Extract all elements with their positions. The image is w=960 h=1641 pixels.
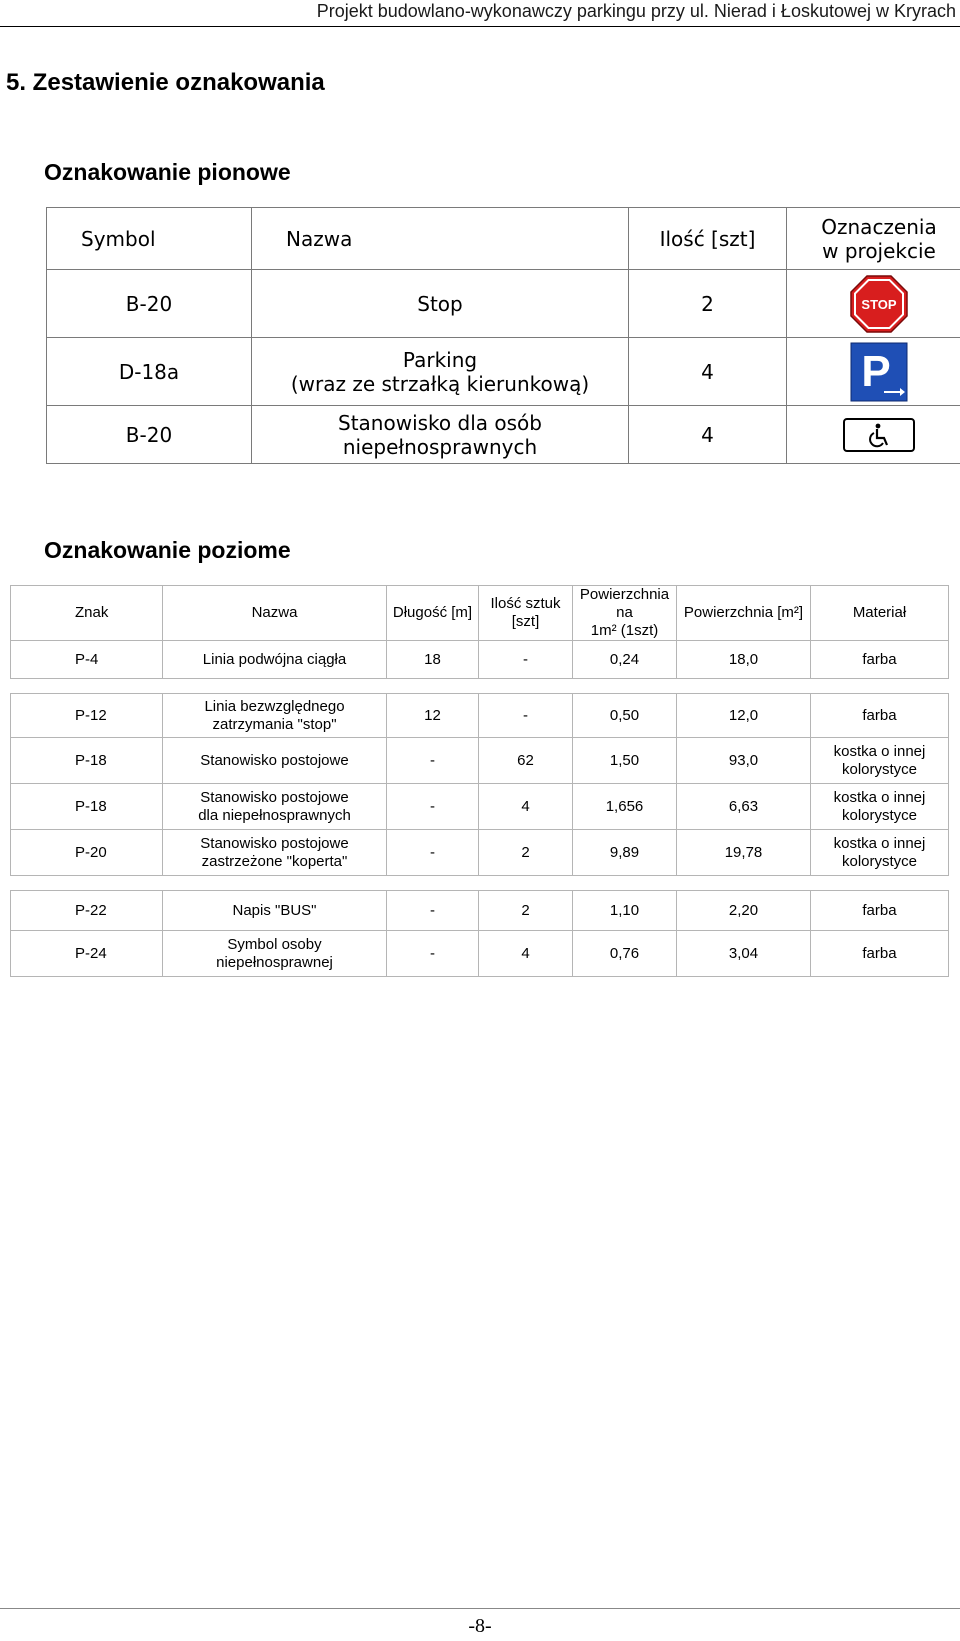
table-row (47, 338, 960, 406)
row-qty: 4 (629, 338, 787, 406)
header-pow: Powierzchnia [m²] (677, 586, 811, 641)
cell-dlugosc: - (387, 830, 479, 876)
cell-material-line2: kolorystyce (841, 852, 918, 870)
row-name-line2: niepełnosprawnych (342, 434, 538, 459)
cell-dlugosc: 18 (387, 641, 479, 679)
row-qty: 4 (629, 406, 787, 464)
table-header-row (11, 586, 949, 641)
header-sign (787, 208, 960, 270)
cell-nazwa (163, 830, 387, 876)
cell-material (811, 738, 949, 784)
header-ilosc-line2: [szt] (511, 613, 540, 630)
cell-material (811, 830, 949, 876)
vertical-markings-title: Oznakowanie pionowe (44, 159, 291, 185)
table-row (11, 931, 949, 977)
row-name-line2: (wraz ze strzałką kierunkową) (290, 371, 590, 396)
cell-znak: P-4 (11, 641, 163, 679)
cell-material-line2: kolorystyce (841, 806, 918, 824)
row-symbol: B-20 (47, 406, 252, 464)
table-spacer-row (11, 876, 949, 891)
table-spacer-row (11, 679, 949, 694)
cell-material: farba (811, 931, 949, 977)
header-pow1-line1: Powierzchnia na (579, 586, 670, 621)
stop-sign-icon (849, 274, 909, 334)
row-qty: 2 (629, 270, 787, 338)
header-sign-line1: Oznaczenia (821, 214, 937, 239)
cell-material: farba (811, 641, 949, 679)
vertical-markings-table (46, 207, 960, 464)
header-znak: Znak (11, 586, 163, 641)
row-sign (787, 338, 960, 406)
footer-rule (0, 1608, 960, 1609)
header-pow1-line2: 1m² (1szt) (590, 622, 659, 639)
cell-pow: 93,0 (677, 738, 811, 784)
cell-material: farba (811, 694, 949, 738)
cell-znak: P-18 (11, 784, 163, 830)
row-sign (787, 270, 960, 338)
cell-pow1: 1,656 (573, 784, 677, 830)
cell-pow1: 1,10 (573, 891, 677, 931)
section-title: 5. Zestawienie oznakowania (6, 69, 325, 96)
table-row (11, 784, 949, 830)
cell-pow: 12,0 (677, 694, 811, 738)
cell-nazwa-line2: niepełnosprawnej (216, 953, 333, 971)
horizontal-markings-title: Oznakowanie poziome (44, 537, 291, 563)
cell-nazwa-line2: dla niepełnosprawnych (198, 806, 351, 824)
table-row (47, 406, 960, 464)
cell-pow1: 0,24 (573, 641, 677, 679)
header-material: Materiał (811, 586, 949, 641)
row-name (252, 338, 629, 406)
header-symbol: Symbol (47, 208, 252, 270)
cell-znak: P-20 (11, 830, 163, 876)
cell-dlugosc: - (387, 931, 479, 977)
cell-nazwa: Napis "BUS" (163, 891, 387, 931)
table-header-row (47, 208, 960, 270)
header-dlugosc: Długość [m] (387, 586, 479, 641)
cell-pow1: 9,89 (573, 830, 677, 876)
cell-znak: P-18 (11, 738, 163, 784)
table-row (11, 738, 949, 784)
row-symbol: B-20 (47, 270, 252, 338)
table-row (11, 641, 949, 679)
cell-pow: 3,04 (677, 931, 811, 977)
cell-pow: 6,63 (677, 784, 811, 830)
row-symbol: D-18a (47, 338, 252, 406)
cell-znak: P-12 (11, 694, 163, 738)
cell-pow: 18,0 (677, 641, 811, 679)
cell-ilosc: 2 (479, 830, 573, 876)
row-name-line1: Parking (402, 347, 478, 372)
cell-znak: P-22 (11, 891, 163, 931)
cell-pow1: 1,50 (573, 738, 677, 784)
header-sign-line2: w projekcie (822, 238, 936, 263)
cell-znak: P-24 (11, 931, 163, 977)
cell-pow1: 0,50 (573, 694, 677, 738)
cell-nazwa (163, 694, 387, 738)
cell-dlugosc: 12 (387, 694, 479, 738)
cell-material-line1: kostka o innej (833, 742, 926, 760)
cell-material-line1: kostka o innej (833, 788, 926, 806)
page-number: -8- (468, 1615, 492, 1637)
running-header: Projekt budowlano-wykonawczy parkingu przy ul. Nierad i Łoskutowej w Kryrach (316, 1, 956, 21)
table-row (11, 891, 949, 931)
cell-dlugosc: - (387, 784, 479, 830)
row-name (252, 406, 629, 464)
cell-ilosc: - (479, 694, 573, 738)
row-name: Stop (252, 270, 629, 338)
cell-dlugosc: - (387, 891, 479, 931)
parking-sign-letter: P (861, 346, 891, 396)
header-nazwa: Nazwa (163, 586, 387, 641)
cell-nazwa (163, 784, 387, 830)
spacer-cell (11, 876, 949, 891)
cell-ilosc: 4 (479, 784, 573, 830)
cell-material (811, 784, 949, 830)
cell-pow1: 0,76 (573, 931, 677, 977)
cell-ilosc: 62 (479, 738, 573, 784)
parking-sign-icon (850, 342, 908, 402)
cell-pow: 2,20 (677, 891, 811, 931)
cell-ilosc: - (479, 641, 573, 679)
header-ilosc-line1: Ilość sztuk (490, 595, 561, 612)
header-name: Nazwa (252, 208, 629, 270)
table-row (47, 270, 960, 338)
cell-ilosc: 4 (479, 931, 573, 977)
header-pow1 (573, 586, 677, 641)
table-row (11, 694, 949, 738)
table-row (11, 830, 949, 876)
cell-nazwa-line2: zastrzeżone "koperta" (201, 852, 348, 870)
cell-nazwa: Linia podwójna ciągła (163, 641, 387, 679)
wheelchair-sign-icon (843, 418, 915, 452)
cell-nazwa: Stanowisko postojowe (163, 738, 387, 784)
horizontal-markings-table (10, 585, 949, 977)
cell-material-line2: kolorystyce (841, 760, 918, 778)
row-sign (787, 406, 960, 464)
cell-pow: 19,78 (677, 830, 811, 876)
header-rule (0, 26, 960, 27)
cell-dlugosc: - (387, 738, 479, 784)
cell-nazwa-line1: Symbol osoby (227, 935, 322, 953)
cell-material: farba (811, 891, 949, 931)
stop-sign-text: STOP (861, 296, 897, 312)
header-qty: Ilość [szt] (629, 208, 787, 270)
spacer-cell (11, 679, 949, 694)
row-name-line1: Stanowisko dla osób (338, 410, 542, 435)
cell-nazwa-line1: Stanowisko postojowe (200, 834, 349, 852)
cell-nazwa-line1: Linia bezwzględnego (204, 697, 345, 715)
cell-nazwa (163, 931, 387, 977)
cell-material-line1: kostka o innej (833, 834, 926, 852)
cell-nazwa-line2: zatrzymania "stop" (212, 715, 337, 733)
cell-nazwa-line1: Stanowisko postojowe (200, 788, 349, 806)
cell-ilosc: 2 (479, 891, 573, 931)
header-ilosc (479, 586, 573, 641)
